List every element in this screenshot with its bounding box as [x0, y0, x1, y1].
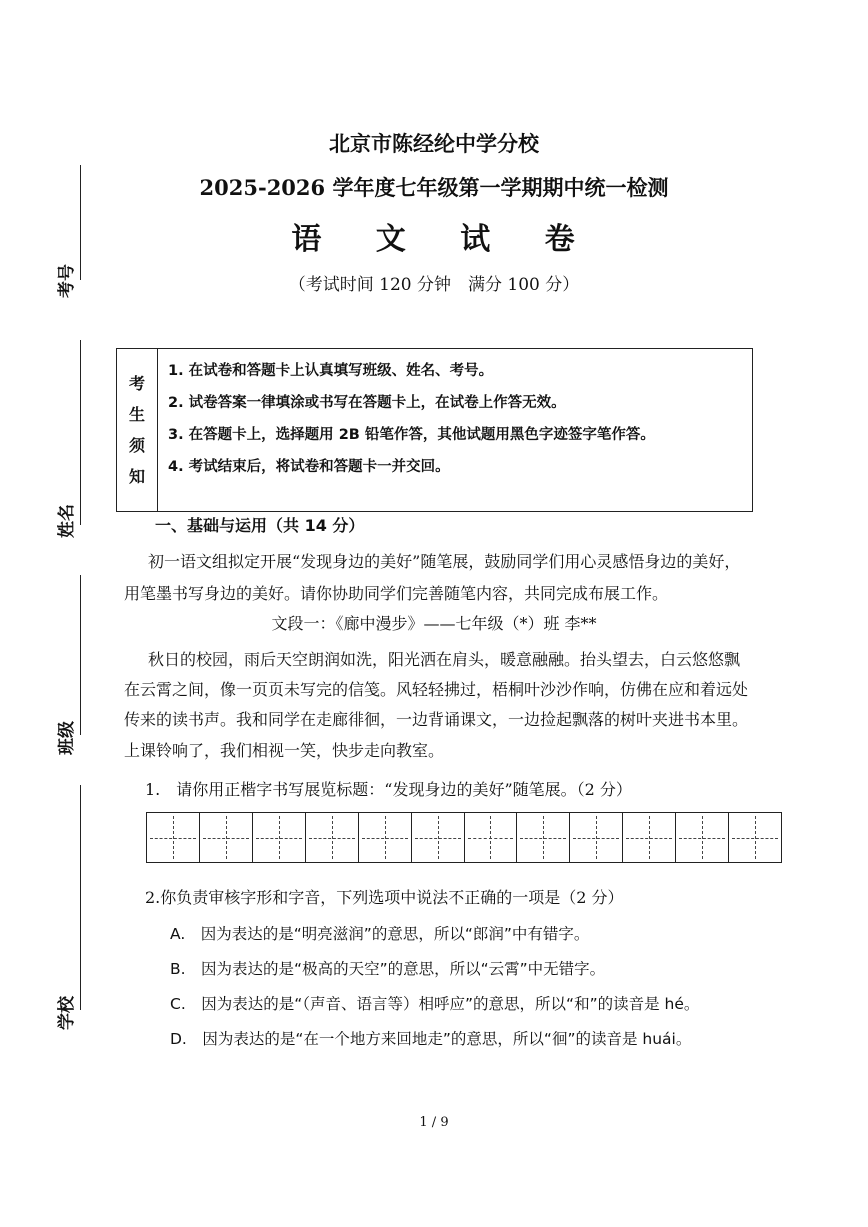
- page-number: 1 / 9: [419, 1115, 449, 1130]
- intro-line: 初一语文组拟定开展“发现身边的美好”随笔展，鼓励同学们用心灵感悟身边的美好，: [148, 552, 741, 571]
- candidate-notice-box: [116, 348, 753, 512]
- binding-class-line: [80, 575, 81, 735]
- grid-cell[interactable]: [253, 813, 306, 862]
- grid-cell[interactable]: [729, 813, 781, 862]
- essay-line: 上课铃响了，我们相视一笑，快步走向教室。: [124, 741, 445, 760]
- essay-line: 传来的读书声。我和同学在走廊徘徊，一边背诵课文，一边捡起飘落的树叶夹进书本里。: [124, 710, 749, 729]
- notice-item: 3. 在答题卡上，选择题用 2B 铅笔作答，其他试题用黑色字迹签字笔作答。: [168, 427, 655, 443]
- binding-exam-no-label: 考号: [57, 264, 77, 298]
- notice-label-char: 须: [128, 436, 145, 455]
- binding-name-line: [80, 340, 81, 525]
- grid-cell[interactable]: [465, 813, 518, 862]
- grid-cell[interactable]: [570, 813, 623, 862]
- grid-cell[interactable]: [676, 813, 729, 862]
- grid-cell[interactable]: [412, 813, 465, 862]
- section-heading: 一、基础与运用（共 14 分）: [155, 516, 365, 535]
- exam-name: 2025-2026 学年度七年级第一学期期中统一检测: [199, 175, 669, 200]
- notice-item: 1. 在试卷和答题卡上认真填写班级、姓名、考号。: [168, 363, 494, 379]
- binding-class-label: 班级: [57, 721, 77, 755]
- essay-line: 秋日的校园，雨后天空朗润如洗，阳光洒在肩头，暖意融融。抬头望去，白云悠悠飘: [148, 650, 741, 669]
- binding-school-line: [80, 785, 81, 1010]
- grid-cell[interactable]: [359, 813, 412, 862]
- notice-label-char: 知: [128, 467, 145, 486]
- notice-item: 4. 考试结束后，将试卷和答题卡一并交回。: [168, 459, 450, 475]
- grid-cell[interactable]: [147, 813, 200, 862]
- binding-school-label: 学校: [57, 996, 77, 1030]
- intro-line: 用笔墨书写身边的美好。请你协助同学们完善随笔内容，共同完成布展工作。: [124, 584, 669, 603]
- grid-cell[interactable]: [517, 813, 570, 862]
- question-2: 2.你负责审核字形和字音，下列选项中说法不正确的一项是（2 分）: [145, 888, 624, 907]
- school-name: 北京市陈经纶中学分校: [329, 131, 539, 156]
- binding-name-label: 姓名: [57, 504, 77, 538]
- grid-cell[interactable]: [200, 813, 253, 862]
- option-c: C. 因为表达的是“（声音、语言等）相呼应”的意思，所以“和”的读音是 hé。: [170, 995, 700, 1013]
- option-d: D. 因为表达的是“在一个地方来回地走”的意思，所以“徊”的读音是 huái。: [170, 1030, 692, 1048]
- option-a: A. 因为表达的是“明亮滋润”的意思，所以“郎润”中有错字。: [170, 925, 590, 943]
- notice-item: 2. 试卷答案一律填涂或书写在答题卡上，在试卷上作答无效。: [168, 395, 566, 411]
- writing-grid[interactable]: [146, 812, 782, 863]
- notice-label-char: 考: [128, 374, 145, 393]
- question-1: 1. 请你用正楷字书写展览标题：“发现身边的美好”随笔展。（2 分）: [145, 780, 632, 799]
- notice-label: [117, 349, 158, 511]
- option-b: B. 因为表达的是“极高的天空”的意思，所以“云霄”中无错字。: [170, 960, 606, 978]
- passage-title: 文段一：《廊中漫步》——七年级（*）班 李**: [271, 614, 597, 633]
- subject-title: 语 文 试 卷: [291, 222, 597, 257]
- essay-line: 在云霄之间，像一页页未写完的信笺。风轻轻拂过，梧桐叶沙沙作响，仿佛在应和着远处: [124, 680, 749, 699]
- grid-cell[interactable]: [306, 813, 359, 862]
- grid-cell[interactable]: [623, 813, 676, 862]
- notice-label-char: 生: [128, 405, 145, 424]
- notice-items: [158, 349, 752, 511]
- time-score: （考试时间 120 分钟 满分 100 分）: [288, 275, 580, 295]
